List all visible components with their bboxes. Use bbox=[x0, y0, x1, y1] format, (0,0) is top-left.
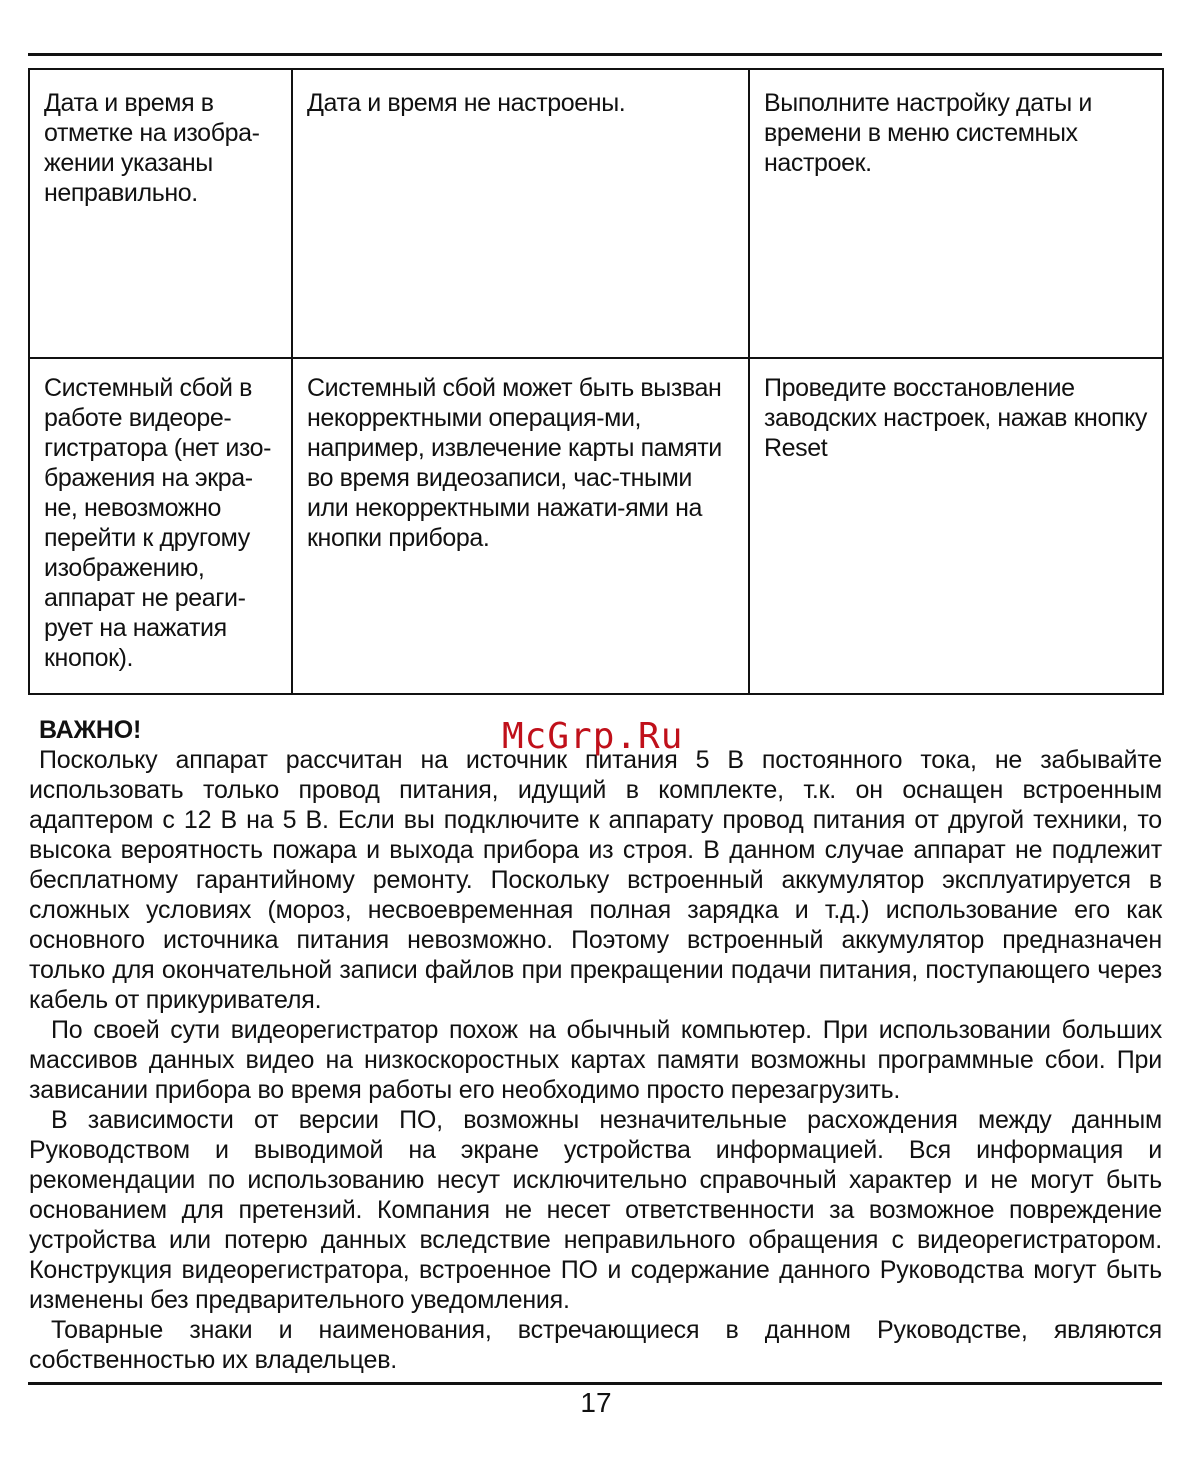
solution-cell: Проведите восстановление заводских настроек, нажав кнопку Reset bbox=[749, 358, 1163, 694]
table-row bbox=[29, 358, 1163, 694]
note-paragraph-trademarks: Товарные знаки и наименования, встречающиеся в данном Руководстве, являются собственностью их владельцев. bbox=[29, 1316, 1162, 1374]
solution-cell: Выполните настройку даты и времени в меню системных настроек. bbox=[749, 69, 1163, 358]
watermark: McGrp.Ru bbox=[502, 716, 684, 757]
table-row bbox=[29, 69, 1163, 358]
cause-cell: Системный сбой может быть вызван некорректными операция-ми, например, извлечение карты памяти во время видеозаписи, час-тными или некорректными нажати-ями на кнопки прибора. bbox=[292, 358, 749, 694]
cause-cell: Дата и время не настроены. bbox=[292, 69, 749, 358]
page-number: 17 bbox=[580, 1387, 612, 1418]
problem-cell: Дата и время в отметке на изобра-жении указаны неправильно. bbox=[29, 69, 292, 358]
note-paragraph-power: Поскольку аппарат рассчитан на источник питания 5 В постоянного тока, не забывайте использовать только провод питания, идущий в комплекте, т.к. он оснащен встроенным адаптером с 12 В на 5 В. Если вы подключите к аппарату провод питания от другой техники, то высока вероятность пожара и выхода прибора из строя. В данном случае аппарат не подлежит бесплатному гарантийному ремонту. Поскольку встроенный аккумулятор эксплуатируется в сложных условиях (мороз, несвоевременная полная зарядка и т.д.) использование его как основного источника питания невозможно. Поэтому встроенный аккумулятор предназначен только для окончательной записи файлов при прекращении подачи питания, поступающего через кабель от прикуривателя. bbox=[29, 746, 1162, 1014]
problem-cell: Системный сбой в работе видеоре-гистратора (нет изо-бражения на экра-не, невозможно перейти к другому изображению, аппарат не реаги-рует на нажатия кнопок). bbox=[29, 358, 292, 694]
top-rule bbox=[28, 53, 1162, 56]
note-paragraph-firmware: В зависимости от версии ПО, возможны незначительные расхождения между данным Руководством и выводимой на экране устройства информацией. Вся информация и рекомендации по использованию несут исключительно справочный характер и не могут быть основанием для претензий. Компания не несет ответственности за возможное повреждение устройства или потерю данных вследствие неправильного обращения с видеорегистратором. Конструкция видеорегистратора, встроенное ПО и содержание данного Руководства могут быть изменены без предварительного уведомления. bbox=[29, 1106, 1162, 1314]
bottom-rule bbox=[28, 1382, 1162, 1385]
important-heading: ВАЖНО! bbox=[39, 716, 142, 744]
troubleshooting-table bbox=[28, 68, 1164, 695]
note-paragraph-computer: По своей сути видеорегистратор похож на обычный компьютер. При использовании больших массивов данных видео на низкоскоростных картах памяти возможны программные сбои. При зависании прибора во время работы его необходимо просто перезагрузить. bbox=[29, 1016, 1162, 1104]
important-notes bbox=[29, 715, 1162, 1375]
